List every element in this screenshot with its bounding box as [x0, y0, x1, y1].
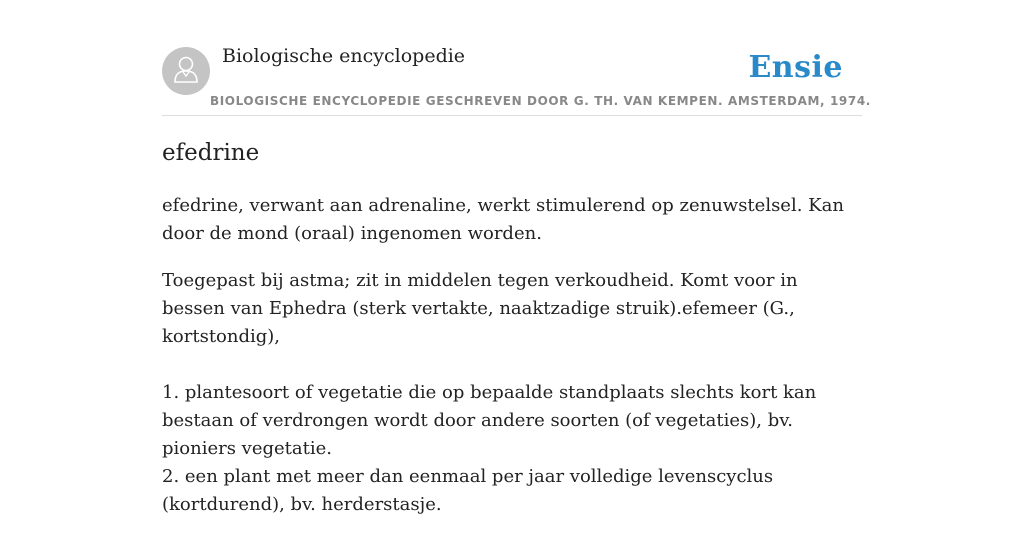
header	[162, 0, 871, 116]
entry-paragraph: Toegepast bij astma; zit in middelen tegen verkoudheid. Komt voor in bessen van Ephedra (sterk vertakte, naaktzadige struik).efemeer (G., kortstondig), 1. plantesoort of vegetatie die op bepaalde standplaats slechts kort kan bestaan of verdrongen wordt door andere soorten (of vegetaties), bv. pioniers vegetatie. 2. een plant met meer dan eenmaal per jaar volledige levenscyclus (kortdurend), bv. herderstasje.	[162, 270, 817, 515]
entry-body	[162, 192, 862, 538]
brand-logo[interactable]: Ensie	[748, 50, 843, 85]
avatar[interactable]	[162, 47, 210, 95]
page-container	[162, 0, 871, 515]
site-name-link[interactable]: Biologische encyclopedie	[222, 45, 466, 67]
entry-title: efedrine	[162, 140, 260, 166]
entry-paragraph: efedrine, verwant aan adrenaline, werkt stimulerend op zenuwstelsel. Kan door de mond (oraal) ingenomen worden.	[162, 195, 844, 244]
source-subtitle: BIOLOGISCHE ENCYCLOPEDIE GESCHREVEN DOOR G. TH. VAN KEMPEN. AMSTERDAM, 1974.	[210, 94, 871, 108]
user-icon	[173, 55, 199, 87]
